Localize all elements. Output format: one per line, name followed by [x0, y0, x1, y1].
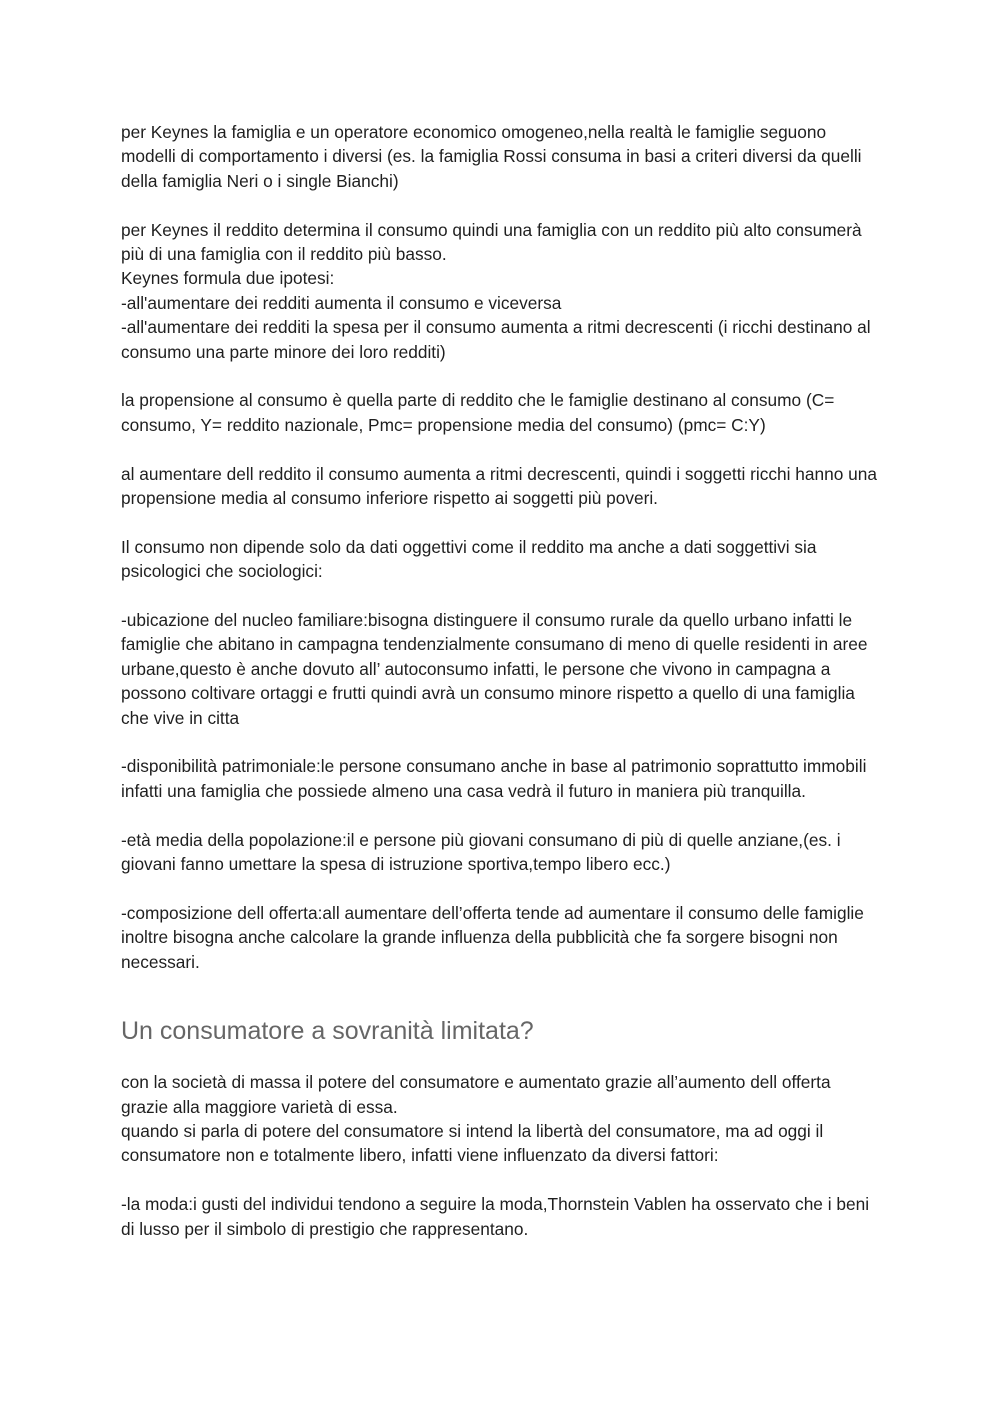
heading-spacer — [121, 974, 881, 1016]
paragraph-spacer — [121, 730, 881, 754]
paragraph-spacer — [121, 584, 881, 608]
section-heading: Un consumatore a sovranità limitata? — [121, 1017, 534, 1046]
paragraph-household-location: -ubicazione del nucleo familiare:bisogna distinguere il consumo rurale da quello urbano infatti le famiglie che abitano in campagna tendenzialmente consumano di meno di quelle residenti in aree urbane,questo è anche dovuto all’ autoconsumo infatti, le persone che vivono in campagna a possono coltivare ortaggi e frutti quindi avrà un consumo minore rispetto a quello di una famiglia che vive in citta — [121, 610, 868, 728]
paragraph-spacer — [121, 510, 881, 534]
paragraph-spacer — [121, 364, 881, 388]
paragraph-keynes-family: per Keynes la famiglia e un operatore economico omogeneo,nella realtà le famiglie seguono modelli di comportamento i diversi (es. la famiglia Rossi consuma in basi a criteri diversi da quelli della famiglia Neri o i single Bianchi) — [121, 122, 862, 191]
paragraph-offer-composition: -composizione dell offerta:all aumentare dell’offerta tende ad aumentare il consumo delle famiglie inoltre bisogna anche calcolare la grande influenza della pubblicità che fa sorgere bisogni non necessari. — [121, 902, 864, 972]
paragraph-spacer — [121, 803, 881, 827]
paragraph-wealth-availability: -disponibilità patrimoniale:le persone consumano anche in base al patrimonio soprattutto immobili infatti una famiglia che possiede almeno una casa vedrà il futuro in maniera più tranquilla. — [121, 756, 867, 801]
paragraph-spacer — [121, 876, 881, 900]
paragraph-propensity-definition: la propensione al consumo è quella parte di reddito che le famiglie destinano al consumo (C= consumo, Y= reddito nazionale, Pmc= propensione media del consumo) (pmc= C:Y) — [121, 390, 835, 435]
paragraph-spacer — [121, 437, 881, 461]
paragraph-fashion: -la moda:i gusti del individui tendono a seguire la moda,Thornstein Vablen ha osservato che i beni di lusso per il simbolo di prestigio che rappresentano. — [121, 1194, 870, 1239]
paragraph-population-age: -età media della popolazione:il e persone più giovani consumano di più di quelle anziane,(es. i giovani fanno umettare la spesa di istruzione sportiva,tempo libero ecc.) — [121, 829, 841, 875]
heading-spacer — [121, 1046, 881, 1070]
paragraph-subjective-factors: Il consumo non dipende solo da dati oggettivi come il reddito ma anche a dati soggettivi sia psicologici che sociologici: — [121, 536, 817, 582]
paragraph-spacer — [121, 193, 881, 217]
paragraph-consumer-power: con la società di massa il potere del consumatore e aumentato grazie all’aumento dell offerta grazie alla maggiore varietà di essa. quando si parla di potere del consumatore si intend la libertà del consumatore, ma ad oggi il consumatore non e totalmente libero, infatti viene influenzato da diversi fattori: — [121, 1072, 831, 1166]
document-body — [121, 120, 881, 1241]
paragraph-spacer — [121, 1168, 881, 1192]
paragraph-decreasing-rates: al aumentare dell reddito il consumo aumenta a ritmi decrescenti, quindi i soggetti ricchi hanno una propensione media al consumo inferiore rispetto ai soggetti più poveri. — [121, 463, 877, 509]
paragraph-keynes-income-hypotheses: per Keynes il reddito determina il consumo quindi una famiglia con un reddito più alto consumerà più di una famiglia con il reddito più basso. Keynes formula due ipotesi: -all'aumentare dei redditi aumenta il consumo e viceversa -all'aumentare dei redditi la spesa per il consumo aumenta a ritmi decrescenti (i ricchi destinano al consumo una parte minore dei loro redditi) — [121, 219, 871, 362]
